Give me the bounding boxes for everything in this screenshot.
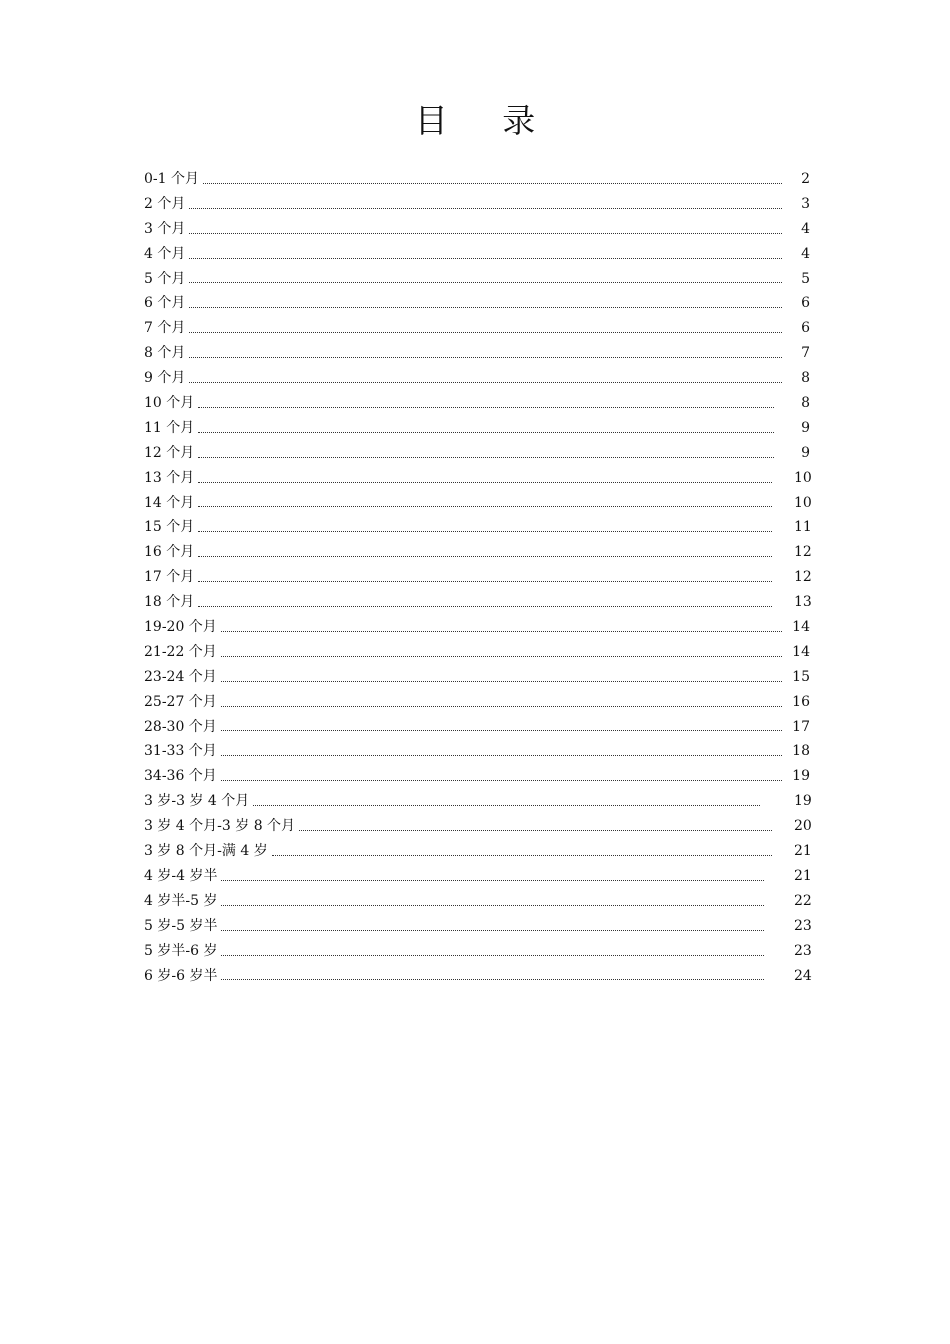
- toc-entry-page: 19: [794, 793, 812, 810]
- toc-entry-label: 15 个月: [144, 519, 195, 536]
- toc-entry-label: 12 个月: [144, 444, 195, 461]
- toc-entry-page: 16: [792, 693, 810, 710]
- toc-entry[interactable]: [144, 491, 810, 516]
- toc-entry[interactable]: [144, 441, 810, 466]
- dot-leader: [272, 854, 772, 856]
- toc-entry-label: 21-22 个月: [144, 643, 217, 660]
- dot-leader: [221, 879, 764, 881]
- dot-leader: [221, 978, 764, 980]
- dot-leader: [198, 580, 772, 582]
- toc-entry-page: 24: [794, 967, 812, 984]
- toc-entry-label: 3 岁-3 岁 4 个月: [144, 793, 250, 810]
- toc-entry-label: 3 个月: [144, 220, 186, 237]
- toc-entry-label: 3 岁 8 个月-满 4 岁: [144, 843, 268, 860]
- dot-leader: [198, 406, 774, 408]
- toc-entry-page: 23: [794, 942, 812, 959]
- toc-entry-label: 19-20 个月: [144, 619, 217, 636]
- toc-entry-label: 18 个月: [144, 594, 195, 611]
- toc-entry-page: 2: [801, 171, 810, 187]
- toc-entry[interactable]: [144, 665, 810, 690]
- toc-entry[interactable]: [144, 590, 810, 615]
- toc-entry[interactable]: [144, 515, 810, 540]
- toc-entry-label: 5 岁-5 岁半: [144, 917, 218, 934]
- toc-entry-page: 11: [794, 519, 812, 536]
- toc-entry-page: 8: [801, 395, 810, 412]
- dot-leader: [189, 306, 782, 308]
- toc-list: [144, 167, 810, 988]
- toc-entry-page: 23: [794, 917, 812, 934]
- toc-entry[interactable]: [144, 466, 810, 491]
- toc-entry-page: 20: [794, 818, 812, 835]
- dot-leader: [221, 954, 764, 956]
- toc-title: 目 录: [414, 101, 558, 140]
- toc-entry-page: 10: [794, 469, 812, 486]
- toc-entry-label: 17 个月: [144, 569, 195, 586]
- toc-entry[interactable]: [144, 565, 810, 590]
- toc-entry-page: 14: [792, 619, 810, 636]
- toc-entry-page: 19: [792, 768, 810, 785]
- dot-leader: [299, 829, 772, 831]
- dot-leader: [221, 655, 782, 657]
- toc-entry-label: 0-1 个月: [144, 171, 199, 187]
- toc-entry[interactable]: [144, 242, 810, 267]
- toc-entry-page: 6: [801, 320, 810, 337]
- toc-entry-page: 12: [794, 569, 812, 586]
- toc-entry[interactable]: [144, 864, 810, 889]
- toc-entry[interactable]: [144, 964, 810, 989]
- toc-entry[interactable]: [144, 839, 810, 864]
- toc-entry-page: 15: [792, 668, 810, 685]
- toc-entry-page: 21: [794, 843, 812, 860]
- toc-entry-page: 17: [792, 718, 810, 735]
- toc-entry-page: 10: [794, 494, 812, 511]
- dot-leader: [221, 929, 764, 931]
- toc-entry-label: 2 个月: [144, 195, 186, 212]
- toc-entry[interactable]: [144, 267, 810, 292]
- dot-leader: [221, 754, 782, 756]
- dot-leader: [189, 207, 782, 209]
- dot-leader: [198, 456, 774, 458]
- toc-entry-label: 13 个月: [144, 469, 195, 486]
- dot-leader: [189, 281, 782, 283]
- toc-entry[interactable]: [144, 939, 810, 964]
- dot-leader: [221, 630, 782, 632]
- toc-entry[interactable]: [144, 889, 810, 914]
- toc-entry-label: 9 个月: [144, 370, 186, 387]
- toc-entry[interactable]: [144, 615, 810, 640]
- toc-entry-label: 4 个月: [144, 245, 186, 262]
- toc-entry[interactable]: [144, 914, 810, 939]
- toc-entry-label: 4 岁-4 岁半: [144, 867, 218, 884]
- toc-entry-label: 23-24 个月: [144, 668, 217, 685]
- toc-entry[interactable]: [144, 764, 810, 789]
- toc-entry-label: 5 岁半-6 岁: [144, 942, 218, 959]
- toc-entry-page: 22: [794, 892, 812, 909]
- toc-entry[interactable]: [144, 217, 810, 242]
- dot-leader: [221, 779, 782, 781]
- dot-leader: [198, 605, 772, 607]
- dot-leader: [203, 182, 782, 184]
- toc-entry-page: 13: [794, 594, 812, 611]
- toc-entry-label: 28-30 个月: [144, 718, 217, 735]
- toc-entry-label: 11 个月: [144, 419, 195, 436]
- toc-entry-label: 14 个月: [144, 494, 195, 511]
- dot-leader: [198, 530, 772, 532]
- toc-entry-page: 7: [801, 345, 810, 362]
- toc-entry[interactable]: [144, 814, 810, 839]
- dot-leader: [221, 729, 782, 731]
- toc-entry[interactable]: [144, 391, 810, 416]
- toc-entry-page: 18: [792, 743, 810, 760]
- toc-entry-label: 16 个月: [144, 544, 195, 561]
- toc-entry[interactable]: [144, 640, 810, 665]
- dot-leader: [221, 904, 764, 906]
- toc-entry[interactable]: [144, 715, 810, 740]
- toc-entry-page: 5: [801, 270, 810, 287]
- toc-entry[interactable]: [144, 739, 810, 764]
- dot-leader: [189, 232, 782, 234]
- toc-entry-label: 4 岁半-5 岁: [144, 892, 218, 909]
- toc-entry-label: 7 个月: [144, 320, 186, 337]
- toc-entry-label: 5 个月: [144, 270, 186, 287]
- dot-leader: [198, 481, 772, 483]
- toc-entry-page: 14: [792, 643, 810, 660]
- toc-entry-label: 8 个月: [144, 345, 186, 362]
- toc-entry-page: 4: [801, 220, 810, 237]
- toc-entry[interactable]: [144, 416, 810, 441]
- dot-leader: [189, 381, 782, 383]
- dot-leader: [253, 804, 760, 806]
- toc-entry[interactable]: [144, 167, 810, 192]
- toc-entry[interactable]: [144, 341, 810, 366]
- toc-entry-label: 25-27 个月: [144, 693, 217, 710]
- toc-entry[interactable]: [144, 316, 810, 341]
- toc-entry-page: 9: [801, 419, 810, 436]
- toc-entry[interactable]: [144, 366, 810, 391]
- dot-leader: [221, 680, 782, 682]
- toc-entry-page: 6: [801, 295, 810, 312]
- dot-leader: [189, 356, 782, 358]
- dot-leader: [221, 705, 782, 707]
- toc-entry-label: 3 岁 4 个月-3 岁 8 个月: [144, 818, 296, 835]
- toc-entry-label: 34-36 个月: [144, 768, 217, 785]
- toc-entry[interactable]: [144, 540, 810, 565]
- toc-entry-page: 8: [801, 370, 810, 387]
- toc-entry[interactable]: [144, 291, 810, 316]
- toc-entry-page: 12: [794, 544, 812, 561]
- dot-leader: [198, 555, 772, 557]
- dot-leader: [189, 257, 782, 259]
- toc-entry[interactable]: [144, 690, 810, 715]
- dot-leader: [198, 505, 772, 507]
- dot-leader: [189, 331, 782, 333]
- toc-entry-page: 4: [801, 245, 810, 262]
- toc-entry[interactable]: [144, 789, 810, 814]
- toc-entry-label: 6 岁-6 岁半: [144, 967, 218, 984]
- toc-entry-page: 21: [794, 867, 812, 884]
- toc-entry-page: 3: [801, 195, 810, 212]
- toc-entry-label: 6 个月: [144, 295, 186, 312]
- toc-entry-label: 31-33 个月: [144, 743, 217, 760]
- dot-leader: [198, 431, 774, 433]
- toc-entry-page: 9: [801, 444, 810, 461]
- toc-entry[interactable]: [144, 192, 810, 217]
- toc-entry-label: 10 个月: [144, 395, 195, 412]
